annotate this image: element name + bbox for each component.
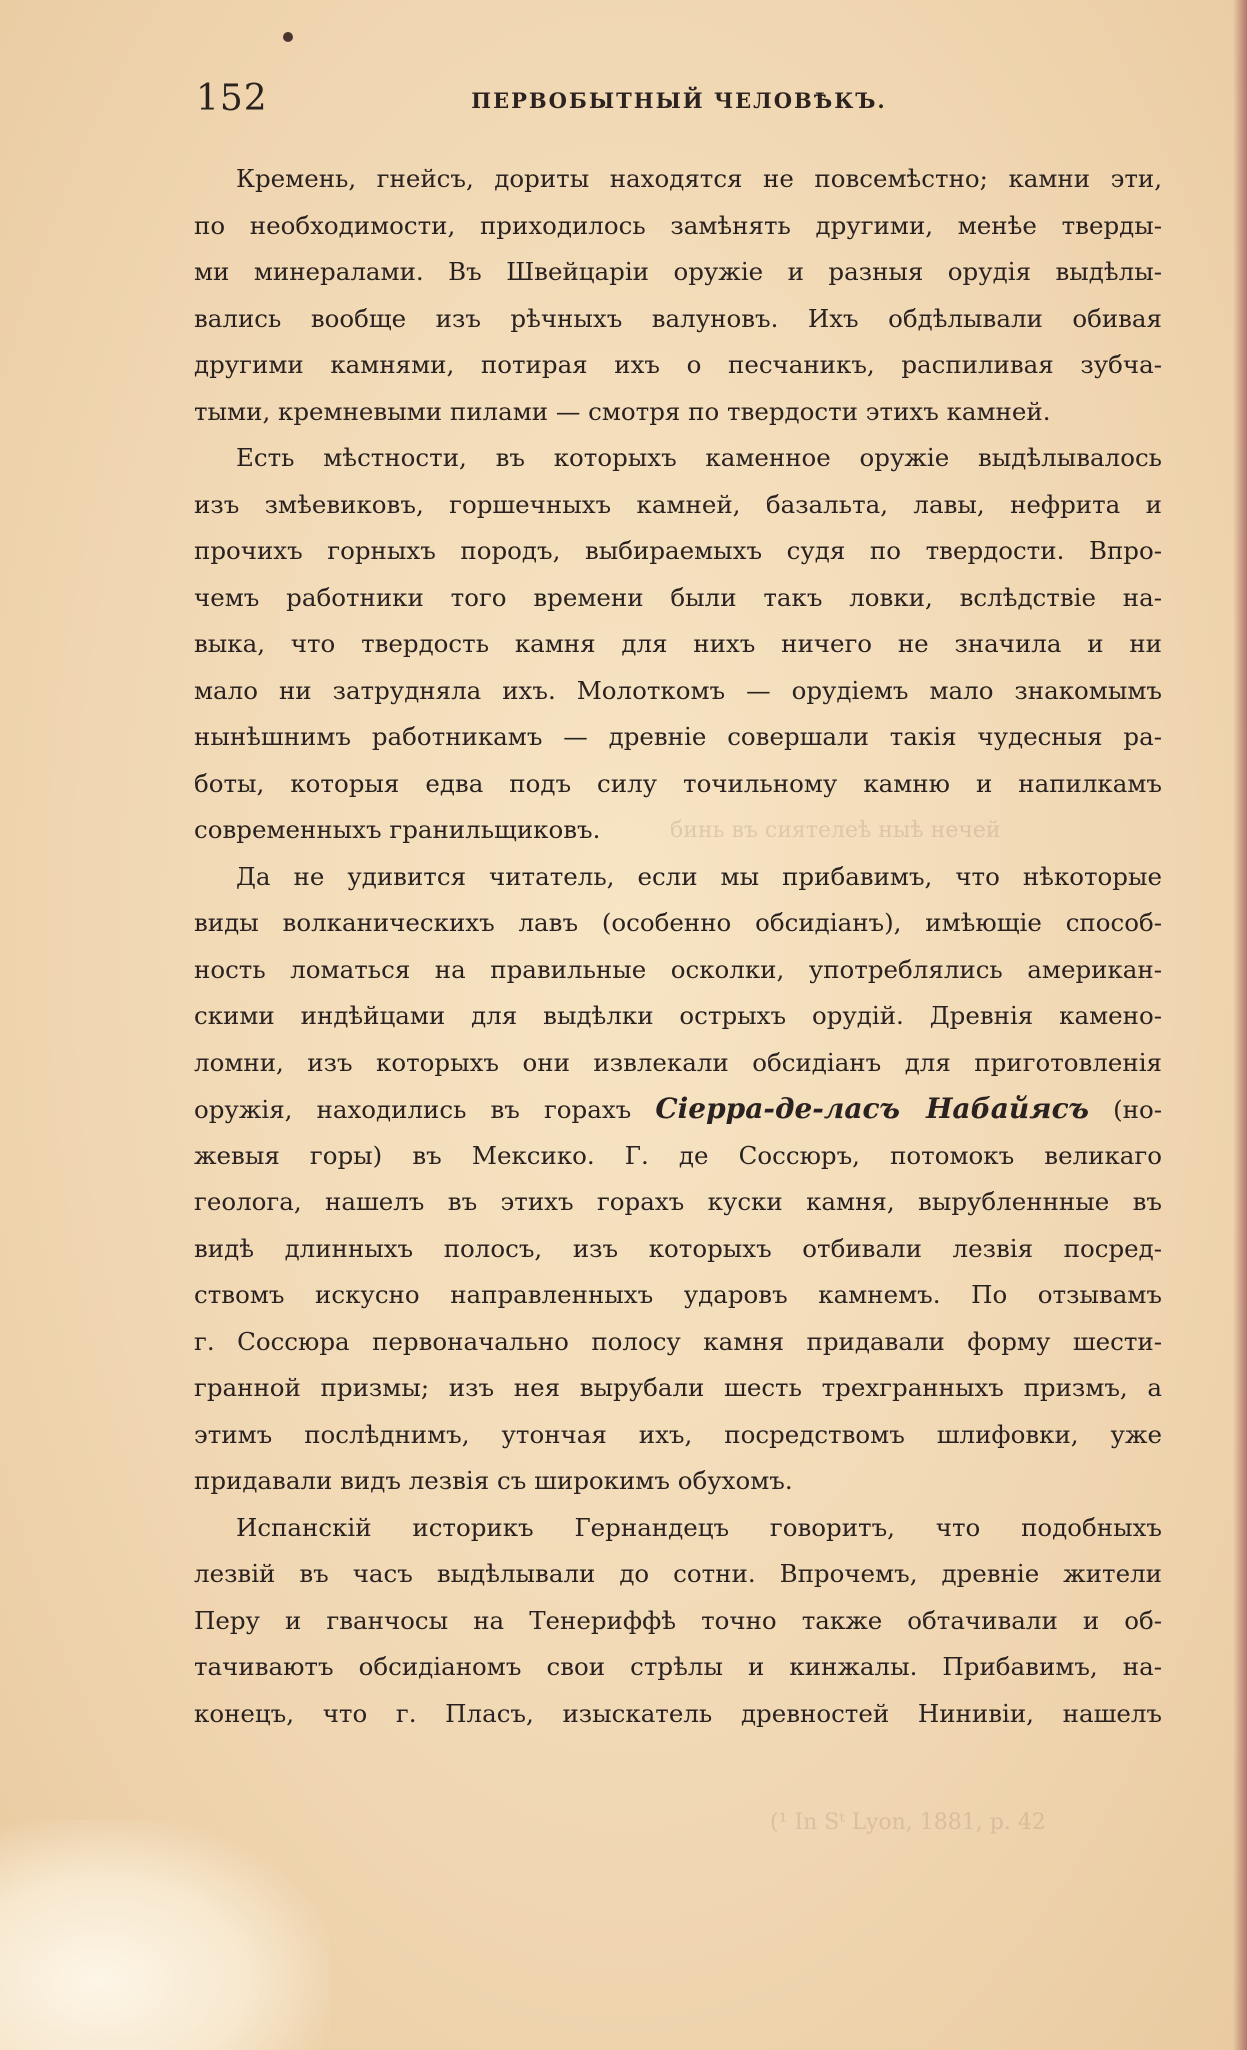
text-line-with-italic [194,1086,1162,1133]
text-line: геолога, нашелъ въ этихъ горахъ куски камня, вырубленнные въ [194,1187,1162,1216]
text-line: другими камнями, потирая ихъ о песчаникъ, распиливая зубча- [194,350,1162,379]
text-line: видѣ длинныхъ полосъ, изъ которыхъ отбивали лезвія посред- [194,1233,1162,1263]
body-text [194,156,1162,1737]
text-line: чемъ работники того времени были такъ ловки, вслѣдствіе на- [194,582,1162,612]
text-line: виды волканическихъ лавъ (особенно обсидіанъ), имѣющіе способ- [194,908,1162,937]
line-part: оружія, находились въ горахъ [194,1095,656,1124]
text-line: выка, что твердость камня для нихъ ничего не значила и ни [194,629,1162,658]
text-line: ломни, изъ которыхъ они извлекали обсидіанъ для приготовленія [194,1047,1162,1077]
paper-stain [0,1820,330,2050]
text-line: этимъ послѣднимъ, утончая ихъ, посредствомъ шлифовки, уже [194,1419,1162,1449]
page-number: 152 [196,78,268,119]
text-line: изъ змѣевиковъ, горшечныхъ камней, базальта, лавы, нефрита и [194,489,1162,519]
text-line: гранной призмы; изъ нея вырубали шесть трехгранныхъ призмъ, а [194,1373,1162,1402]
text-line: современныхъ гранильщиковъ. [194,815,601,844]
ink-spot [283,32,293,42]
text-line: ми минералами. Въ Швейцаріи оружіе и разныя орудія выдѣлы- [194,257,1162,286]
text-line: ствомъ искусно направленныхъ ударовъ камнемъ. По отзывамъ [194,1280,1162,1309]
bleed-through-text: бинь въ сиятелеѣ ныѣ нечей [670,818,1001,843]
text-line: вались вообще изъ рѣчныхъ валуновъ. Ихъ обдѣлывали обивая [194,303,1162,333]
page-header [196,78,1162,128]
running-title: ПЕРВОБЫТНЫЙ ЧЕЛОВѢКЪ. [471,88,887,113]
text-line: Есть мѣстности, въ которыхъ каменное оружіе выдѣлывалось [236,443,1162,472]
page-edge [1233,0,1247,2050]
text-line: по необходимости, приходилось замѣнять другими, менѣе тверды- [194,210,1162,240]
text-line: скими индѣйцами для выдѣлки острыхъ орудій. Древнія камено- [194,1001,1162,1030]
text-line: тачиваютъ обсидіаномъ свои стрѣлы и кинжалы. Прибавимъ, на- [194,1652,1162,1681]
text-line: Да не удивится читатель, если мы прибавимъ, что нѣкоторые [236,861,1162,891]
text-line: придавали видъ лезвія съ широкимъ обухомъ. [194,1466,793,1495]
text-line: боты, которыя едва подъ силу точильному камню и напилкамъ [194,768,1162,798]
place-name-italic: Сіерра-де-ласъ Набайясъ [655,1092,1089,1125]
line-part: (но- [1088,1095,1162,1124]
text-line: ность ломаться на правильные осколки, употреблялись американ- [194,954,1162,984]
text-line: тыми, кремневыми пилами — смотря по твердости этихъ камней. [194,396,1051,426]
text-line: Кремень, гнейсъ, дориты находятся не повсемѣстно; камни эти, [236,164,1162,193]
text-line: Испанскій историкъ Гернандецъ говоритъ, что подобныхъ [236,1512,1162,1542]
text-line: лезвій въ часъ выдѣлывали до сотни. Впрочемъ, древніе жители [194,1559,1162,1588]
text-line: жевыя горы) въ Мексико. Г. де Соссюръ, потомокъ великаго [194,1140,1162,1170]
bleed-through-footnote: (¹ In Sᵗ Lyon, 1881, p. 42 [770,1810,1046,1835]
text-line: г. Соссюра первоначально полосу камня придавали форму шести- [194,1326,1162,1356]
text-line: Перу и гванчосы на Тенериффѣ точно также обтачивали и об- [194,1605,1162,1635]
text-line: конецъ, что г. Пласъ, изыскатель древностей Нинивіи, нашелъ [194,1698,1162,1728]
text-line: нынѣшнимъ работникамъ — древніе совершали такія чудесныя ра- [194,722,1162,751]
text-line: прочихъ горныхъ породъ, выбираемыхъ судя по твердости. Впро- [194,536,1162,565]
text-line: мало ни затрудняла ихъ. Молоткомъ — орудіемъ мало знакомымъ [194,675,1162,705]
